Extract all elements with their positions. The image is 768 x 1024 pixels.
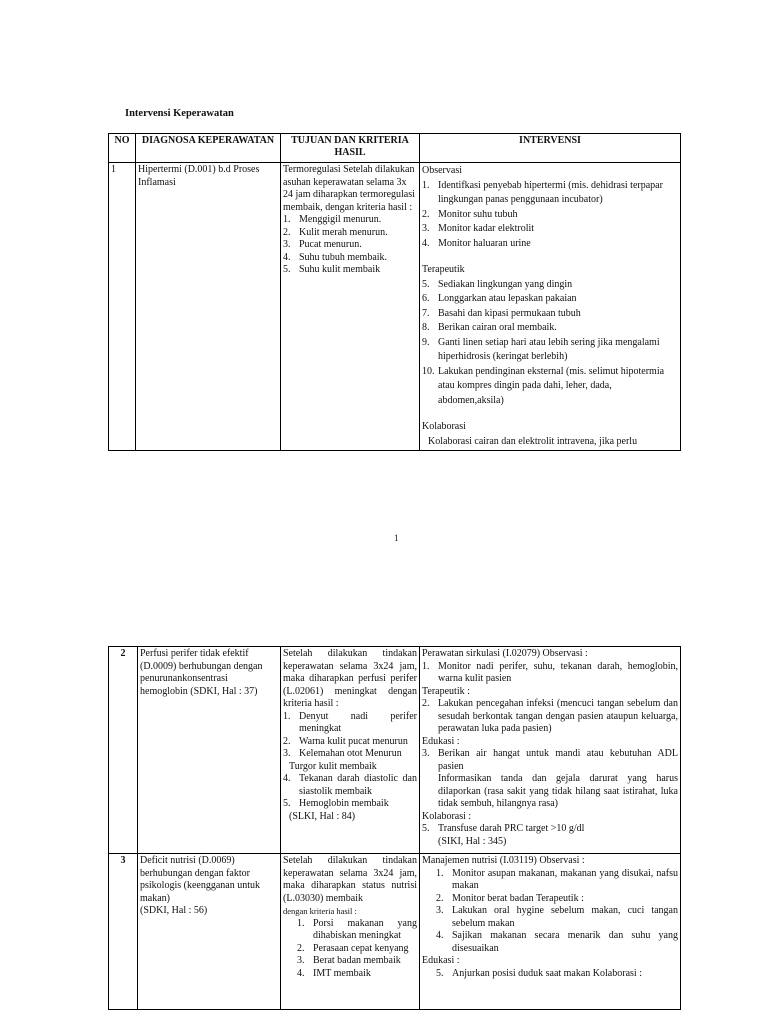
header-diagnosa: DIAGNOSA KEPERAWATAN: [136, 134, 281, 163]
list-item: 4. Tekanan darah diastolic dan siastolik membaik: [283, 773, 417, 797]
list-item: 1. Monitor asupan makanan, makanan yang disukai, nafsu makan: [436, 867, 678, 891]
intervensi-heading: Manajemen nutrisi (I.03119) Observasi :: [422, 855, 585, 866]
list-item: 3. Pucat menurun.: [283, 239, 362, 250]
terapeutik-heading: Terapeutik: [422, 264, 465, 275]
list-item: 1. Monitor nadi perifer, suhu, tekanan darah, hemoglobin, warna kulit pasien: [422, 660, 678, 684]
edukasi-extra: Informasikan tanda dan gejala darurat yang harus dilaporkan (rasa sakit yang tidak hilang saat istirahat, luka tidak sembuh, hilangnya rasa): [438, 773, 678, 809]
list-item: 5. Suhu kulit membaik: [283, 264, 381, 275]
criteria-list: [283, 711, 417, 761]
intervensi-heading: Perawatan sirkulasi (I.02079) Observasi :: [422, 648, 588, 659]
kolaborasi-list: [422, 823, 678, 836]
diagnosa-cell: [138, 854, 281, 1010]
intervensi-list: [422, 868, 678, 956]
terapeutik-list: [422, 278, 678, 409]
tujuan-cell: [281, 163, 420, 451]
kolaborasi-heading: Kolaborasi: [422, 421, 466, 432]
list-item: 2. Monitor suhu tubuh: [422, 208, 518, 220]
list-item: 4. Suhu tubuh membaik.: [283, 251, 388, 263]
intervensi-cell: [420, 854, 681, 1010]
kolaborasi-text: Kolaborasi cairan dan elektrolit intravena, jika perlu: [428, 435, 638, 447]
list-item: 2. Kulit merah menurun.: [283, 226, 388, 238]
diagnosa-text: Deficit nutrisi (D.0069) berhubungan dengan faktor psikologis (keengganan untuk makan): [140, 855, 260, 904]
page-number: 1: [394, 533, 399, 543]
list-item: 5. Sediakan lingkungan yang dingin: [422, 278, 573, 290]
list-item: 4. Monitor haluaran urine: [422, 237, 531, 249]
tujuan-intro: Setelah dilakukan tindakan keperawatan selama 3x24 jam, maka diharapkan perfusi perifer (L.02061) meningkat dengan kriteria hasil :: [283, 648, 417, 709]
criteria-list: [283, 214, 417, 277]
tujuan-intro: Setelah dilakukan tindakan keperawatan selama 3x24 jam, maka diharapkan status nutrisi (L.03030) membaik: [283, 855, 417, 904]
intervensi-cell: [420, 647, 681, 854]
tujuan-intro: Termoregulasi Setelah dilakukan asuhan keperawatan selama 3x 24 jam diharapkan termoregulasi membaik, dengan kriteria hasil :: [283, 164, 415, 213]
list-item: 8. Berikan cairan oral membaik.: [422, 322, 557, 333]
edukasi-heading: Edukasi :: [422, 735, 460, 747]
list-item: 3. Berikan air hangat untuk mandi atau kebutuhan ADL pasien: [422, 748, 678, 772]
table-row: [109, 163, 681, 451]
diagnosa-reference: (SDKI, Hal : 56): [140, 905, 208, 916]
diagnosa-cell: Perfusi perifer tidak efektif (D.0009) berhubungan dengan penurunankonsentrasi hemoglobin (SDKI, Hal : 37): [138, 647, 281, 854]
list-item: 1. Menggigil menurun.: [283, 214, 382, 225]
row-number: 2: [109, 647, 138, 854]
edukasi-list: [422, 748, 678, 773]
list-item: 5. Transfuse darah PRC target >10 g/dl: [422, 823, 585, 834]
kolaborasi-heading: Kolaborasi :: [422, 810, 472, 822]
list-item: 4. IMT membaik: [297, 967, 371, 979]
header-intervensi: INTERVENSI: [420, 134, 681, 163]
list-item: 5. Hemoglobin membaik: [283, 798, 389, 809]
observasi-heading: Observasi: [422, 165, 462, 176]
intervention-table-2: [108, 646, 681, 1010]
list-item: 1. Denyut nadi perifer meningkat: [283, 710, 417, 734]
list-item: 6. Longgarkan atau lepaskan pakaian: [422, 293, 577, 304]
diagnosa-cell: Hipertermi (D.001) b.d Proses Inflamasi: [136, 163, 281, 451]
table-header-row: [109, 134, 681, 163]
edukasi-list: [422, 968, 678, 981]
tujuan-sub: dengan kriteria hasil :: [283, 906, 357, 916]
page-title: Intervensi Keperawatan: [125, 108, 234, 119]
tujuan-reference: (SLKI, Hal : 84): [289, 810, 356, 822]
list-item: 9. Ganti linen setiap hari atau lebih sering jika mengalami hiperhidrosis (keringat berlebih): [422, 336, 660, 362]
list-item: 4. Sajikan makanan secara menarik dan suhu yang disesuaikan: [436, 930, 678, 954]
tujuan-cell: [281, 854, 420, 1010]
list-item: 3. Monitor kadar elektrolit: [422, 223, 535, 234]
list-item: 10. Lakukan pendinginan eksternal (mis. selimut hipotermia atau kompres dingin pada dahi, leher, dada, abdomen,aksila): [422, 365, 665, 406]
list-item: 2. Perasaan cepat kenyang: [297, 942, 409, 954]
intervention-table-1: [108, 133, 681, 451]
list-item: 1. Porsi makanan yang dihabiskan meningkat: [297, 917, 417, 941]
list-item: 3. Kelemahan otot Menurun: [283, 748, 402, 759]
header-tujuan: TUJUAN DAN KRITERIA HASIL: [281, 134, 420, 163]
intervensi-cell: [420, 163, 681, 451]
list-item: 5. Anjurkan posisi duduk saat makan Kolaborasi :: [436, 967, 642, 979]
edukasi-heading: Edukasi :: [422, 955, 460, 966]
list-item: 3. Lakukan oral hygine sebelum makan, cuci tangan sebelum makan: [436, 905, 678, 929]
header-no: NO: [109, 134, 136, 163]
table-row: [109, 647, 681, 854]
list-item: 3. Berat badan membaik: [297, 955, 401, 966]
list-item: 1. Identifkasi penyebab hipertermi (mis. dehidrasi terpapar lingkungan panas penggunaan incubator): [422, 179, 663, 205]
row-number: 1: [109, 163, 136, 451]
row-number: 3: [109, 854, 138, 1010]
observasi-list: [422, 661, 678, 686]
criteria-list-2: [283, 773, 417, 811]
list-item: 7. Basahi dan kipasi permukaan tubuh: [422, 307, 581, 319]
kolaborasi-reference: (SIKI, Hal : 345): [438, 835, 507, 847]
list-item: 2. Lakukan pencegahan infeksi (mencuci tangan sebelum dan sesudah berkontak tangan dengan pasien ataupun keluarga, perawatan luka pada pasien): [422, 698, 678, 734]
terapeutik-heading: Terapeutik :: [422, 685, 470, 697]
observasi-list: [422, 179, 678, 252]
terapeutik-list: [422, 698, 678, 736]
table-row: [109, 854, 681, 1010]
criteria-extra: Turgor kulit membaik: [289, 760, 377, 772]
criteria-list: [283, 918, 417, 981]
list-item: 2. Warna kulit pucat menurun: [283, 735, 408, 747]
list-item: 2. Monitor berat badan Terapeutik :: [436, 892, 584, 904]
tujuan-cell: [281, 647, 420, 854]
